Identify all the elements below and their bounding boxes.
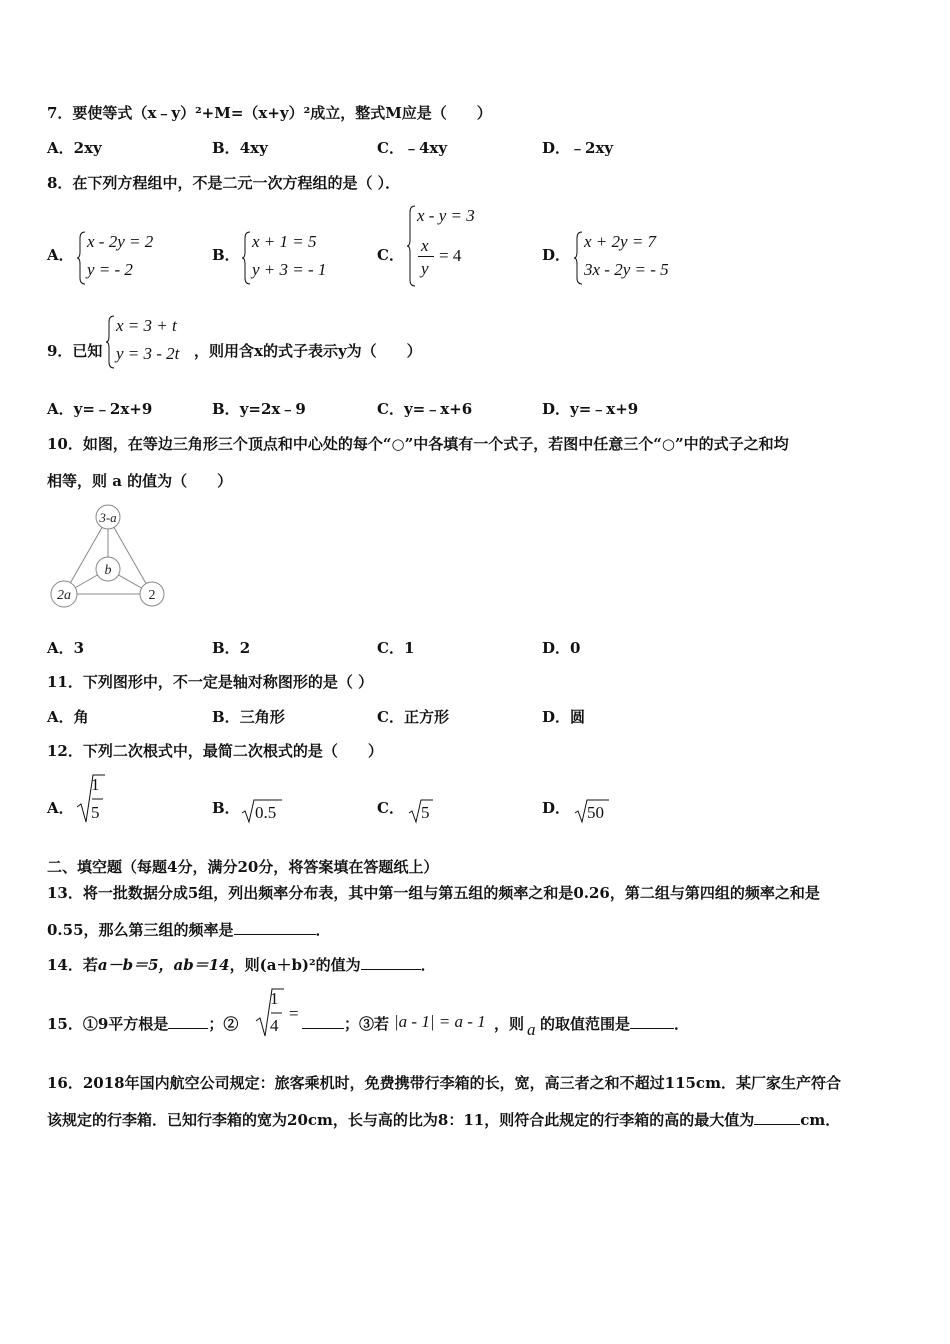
q9-row1: x = 3 + t <box>116 316 177 335</box>
q8-b-row2: y + 3 = - 1 <box>252 260 327 279</box>
q16-line1: 16．2018年国内航空公司规定：旅客乘机时，免费携带行李箱的长，宽，高三者之和不超过115cm．某厂家生产符合 <box>47 1074 841 1092</box>
brace-icon <box>242 230 252 286</box>
q9-option-a: A．y=﹣2x+9 <box>47 400 153 418</box>
q12-a-den: 5 <box>91 803 100 822</box>
q10-option-c: C．1 <box>377 639 415 657</box>
top-circle-label: 3-a <box>99 510 117 525</box>
q8-a-row1: x - 2y = 2 <box>87 232 154 251</box>
q10-option-a: A．3 <box>47 639 85 657</box>
q10-stem-line1: 10．如图，在等边三角形三个顶点和中心处的每个“○”中各填有一个式子，若图中任意三个“○”中的式子之和均 <box>47 435 789 453</box>
q15-equals: = <box>289 1004 299 1023</box>
q8-option-d-label: D． <box>542 246 571 264</box>
q7-stem: 7．要使等式（x﹣y）²+M=（x+y）²成立，整式M应是（ ） <box>47 104 492 122</box>
q7-option-a: A．2xy <box>47 139 102 157</box>
q8-c-frac-line <box>418 256 434 257</box>
section-title: 二、填空题（每题4分，满分20分，将答案填在答题纸上） <box>47 858 439 876</box>
q12-option-b-label: B． <box>212 799 240 817</box>
q8-d-row2: 3x - 2y = - 5 <box>584 260 669 279</box>
q11-option-c: C．正方形 <box>377 708 449 726</box>
q8-d-row1: x + 2y = 7 <box>584 232 657 251</box>
q13-line1: 13．将一批数据分成5组，列出频率分布表，其中第一组与第五组的频率之和是0.26，第二组与第四组的频率之和是 <box>47 884 820 902</box>
q15-blank-3[interactable] <box>630 1014 674 1029</box>
q8-option-c-label: C． <box>377 246 404 264</box>
q9-option-c: C．y=﹣x+6 <box>377 400 473 418</box>
q11-option-b: B．三角形 <box>212 708 285 726</box>
q15-blank-1[interactable] <box>168 1014 208 1029</box>
q9-row2: y = 3 - 2t <box>116 344 180 363</box>
brace-icon <box>574 230 584 286</box>
q15-blank-2[interactable] <box>302 1014 344 1029</box>
q11-option-a: A．角 <box>47 708 89 726</box>
left-circle-label: 2a <box>57 588 71 603</box>
q16-line2: 该规定的行李箱．已知行李箱的宽为20cm，长与高的比为8：11，则符合此规定的行李箱的高的最大值为 cm． <box>47 1111 841 1129</box>
q13-answer-blank[interactable] <box>234 920 316 935</box>
q9-system <box>106 314 196 370</box>
q12-option-a-label: A． <box>47 799 74 817</box>
q8-c-frac-num: x <box>421 236 429 255</box>
q9-suffix: ，则用含x的式子表示y为（ ） <box>194 342 422 360</box>
q14-answer-blank[interactable] <box>361 955 421 970</box>
q12-option-d-label: D． <box>542 799 571 817</box>
q10-stem-line2: 相等，则 a 的值为（ ） <box>47 472 233 490</box>
q9-option-d: D．y=﹣x+9 <box>542 400 639 418</box>
q15-var: a <box>527 1020 536 1039</box>
q15-part1: 15．①9平方根是 ；② <box>47 1015 239 1033</box>
q7-option-b: B．4xy <box>212 139 268 157</box>
q9-prefix: 9．已知 <box>47 342 103 360</box>
q8-option-a-system <box>77 230 187 286</box>
right-circle-label: 2 <box>148 588 156 603</box>
q11-option-d: D．圆 <box>542 708 586 726</box>
q8-a-row2: y = - 2 <box>87 260 133 279</box>
q8-c-frac-den: y <box>421 259 429 278</box>
q9-option-b: B．y=2x﹣9 <box>212 400 306 418</box>
q8-c-row1: x - y = 3 <box>417 206 475 225</box>
q7-option-d: D．﹣2xy <box>542 139 614 157</box>
q10-option-d: D．0 <box>542 639 581 657</box>
q15-part3: 的取值范围是 ． <box>540 1015 690 1033</box>
q11-stem: 11．下列图形中，不一定是轴对称图形的是（ ） <box>47 673 374 691</box>
triangle-figure <box>44 503 176 611</box>
q16-answer-blank[interactable] <box>754 1110 800 1125</box>
q12-option-c-label: C． <box>377 799 404 817</box>
q8-option-b-system <box>242 230 352 286</box>
q8-option-d-system <box>574 230 704 286</box>
q12-stem: 12．下列二次根式中，最简二次根式的是（ ） <box>47 742 383 760</box>
q15-abs-expr: |a - 1| = a - 1 <box>394 1012 486 1031</box>
q15-then: ，则 <box>494 1015 525 1033</box>
brace-icon <box>77 230 87 286</box>
q8-option-b-label: B． <box>212 246 240 264</box>
q15-frac-den: 4 <box>270 1016 279 1035</box>
q7-option-c: C．﹣4xy <box>377 139 448 157</box>
center-circle-label: b <box>104 563 112 578</box>
q12-a-num: 1 <box>91 775 100 794</box>
q8-option-c-system <box>407 204 517 288</box>
q13-line2: 0.55，那么第三组的频率是 ． <box>47 921 331 939</box>
q12-d-value: 50 <box>587 803 604 822</box>
q15-frac-num: 1 <box>270 989 279 1008</box>
q15-part2: ；③若 <box>302 1013 389 1034</box>
brace-icon <box>407 204 417 288</box>
q8-b-row1: x + 1 = 5 <box>252 232 317 251</box>
q8-c-eq: = 4 <box>439 246 462 265</box>
q12-b-value: 0.5 <box>255 803 277 822</box>
brace-icon <box>106 314 116 370</box>
q8-stem: 8．在下列方程组中，不是二元一次方程组的是（ ）． <box>47 174 401 192</box>
q10-option-b: B．2 <box>212 639 251 657</box>
q8-option-a-label: A． <box>47 246 74 264</box>
q12-c-value: 5 <box>421 803 430 822</box>
q14: 14．若a－b＝5，ab＝14，则(a＋b)²的值为 ． <box>47 956 436 974</box>
